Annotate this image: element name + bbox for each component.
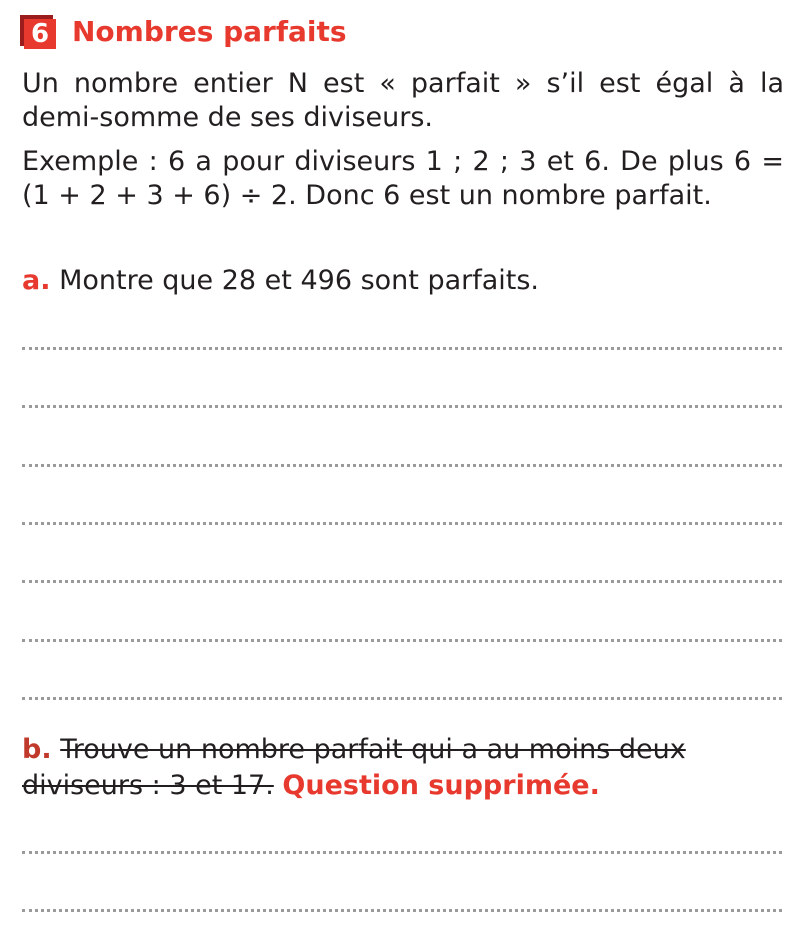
answer-line[interactable]	[22, 697, 782, 700]
question-a-text: Montre que 28 et 496 sont parfaits.	[59, 265, 540, 296]
answer-line[interactable]	[22, 347, 782, 350]
example-paragraph	[22, 145, 784, 213]
question-b-struck-text: Trouve un nombre parfait qui a au moins deux diviseurs : 3 et 17.	[22, 734, 686, 801]
question-deleted-note: Question supprimée.	[282, 770, 600, 801]
exercise-header	[20, 14, 347, 50]
exercise-title: Nombres parfaits	[72, 15, 347, 48]
question-a-label: a.	[22, 265, 51, 296]
answer-line[interactable]	[22, 580, 782, 583]
exercise-number-badge	[20, 15, 56, 49]
definition-paragraph: Un nombre entier N est « parfait » s’il est égal à la demi-somme de ses diviseurs.	[22, 68, 784, 133]
example-line-2: 6 = (1 + 2 + 3 + 6) ÷ 2. Donc 6 est un nombre parfait.	[22, 146, 784, 211]
answer-line[interactable]	[22, 639, 782, 642]
exercise-number: 6	[24, 19, 56, 49]
answer-line[interactable]	[22, 464, 782, 467]
answer-line[interactable]	[22, 851, 782, 854]
answer-line[interactable]	[22, 522, 782, 525]
question-b	[22, 732, 803, 804]
question-b-label: b.	[22, 734, 52, 765]
answer-line[interactable]	[22, 909, 782, 912]
example-line-1: Exemple : 6 a pour diviseurs 1 ; 2 ; 3 et 6. De plus	[22, 146, 724, 177]
question-a	[22, 264, 539, 298]
answer-line[interactable]	[22, 405, 782, 408]
